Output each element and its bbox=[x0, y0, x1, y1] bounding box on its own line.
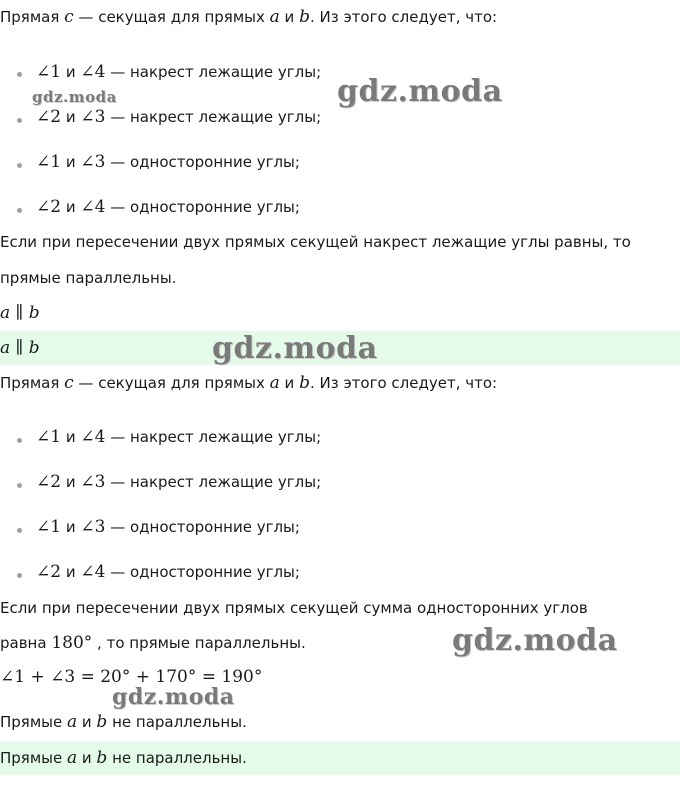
bullet-icon bbox=[17, 483, 22, 488]
intro-and: и bbox=[279, 8, 300, 26]
answer-text-2: Прямые a и b не параллельны. bbox=[0, 748, 247, 768]
math-c: c bbox=[64, 373, 74, 393]
intro-text-2: Прямая c — секущая для прямых a и b. Из этого следует, что: bbox=[0, 373, 498, 393]
rule-text-1: Если при пересечении двух прямых секущей накрест лежащие углы равны, то bbox=[0, 233, 631, 251]
rule-text-2: Если при пересечении двух прямых секущей сумма односторонних углов bbox=[0, 599, 588, 617]
intro-pre: Прямая bbox=[0, 8, 65, 26]
bullet-icon bbox=[17, 118, 22, 123]
math-a: a bbox=[269, 7, 280, 27]
bullet-icon bbox=[17, 208, 22, 213]
intro-text-1 bbox=[0, 6, 497, 28]
watermark: gdz.moda bbox=[337, 74, 503, 109]
answer-box-2 bbox=[0, 741, 680, 775]
math-b: b bbox=[299, 373, 310, 393]
list-item: ∠2 и ∠3 — накрест лежащие углы; bbox=[36, 107, 322, 127]
angle-sum-equation: ∠1 + ∠3 = 20° + 170° = 190° bbox=[0, 667, 263, 687]
list-item: ∠1 и ∠3 — односторонние углы; bbox=[36, 517, 300, 537]
list-item: ∠2 и ∠3 — накрест лежащие углы; bbox=[36, 472, 322, 492]
intro-post: . Из этого следует, что: bbox=[309, 8, 498, 26]
result-2: Прямые a и b не параллельны. bbox=[0, 712, 247, 732]
watermark: gdz.moda bbox=[212, 331, 378, 366]
math-a: a bbox=[269, 373, 280, 393]
watermark: gdz.moda bbox=[112, 684, 235, 710]
bullet-icon bbox=[17, 438, 22, 443]
list-item: ∠2 и ∠4 — односторонние углы; bbox=[36, 197, 300, 217]
rule-text-1-cont: прямые параллельны. bbox=[0, 269, 177, 287]
result-1: a ∥ b bbox=[0, 303, 40, 323]
watermark: gdz.moda bbox=[32, 88, 117, 106]
bullet-icon bbox=[17, 72, 22, 77]
math-c: c bbox=[64, 7, 74, 27]
intro-mid: — секущая для прямых bbox=[73, 8, 270, 26]
list-item: ∠1 и ∠3 — односторонние углы; bbox=[36, 152, 300, 172]
bullet-icon bbox=[17, 528, 22, 533]
bullet-icon bbox=[17, 573, 22, 578]
list-item: ∠1 и ∠4 — накрест лежащие углы; bbox=[36, 427, 322, 447]
answer-text-1: a ∥ b bbox=[0, 338, 40, 358]
math-b: b bbox=[299, 7, 310, 27]
list-item: ∠2 и ∠4 — односторонние углы; bbox=[36, 562, 300, 582]
list-item: ∠1 и ∠4 — накрест лежащие углы; bbox=[36, 62, 322, 82]
degree-value: 180° bbox=[51, 633, 93, 653]
watermark: gdz.moda bbox=[452, 623, 618, 658]
bullet-icon bbox=[17, 163, 22, 168]
rule-text-2-cont: равна 180° , то прямые параллельны. bbox=[0, 633, 306, 653]
